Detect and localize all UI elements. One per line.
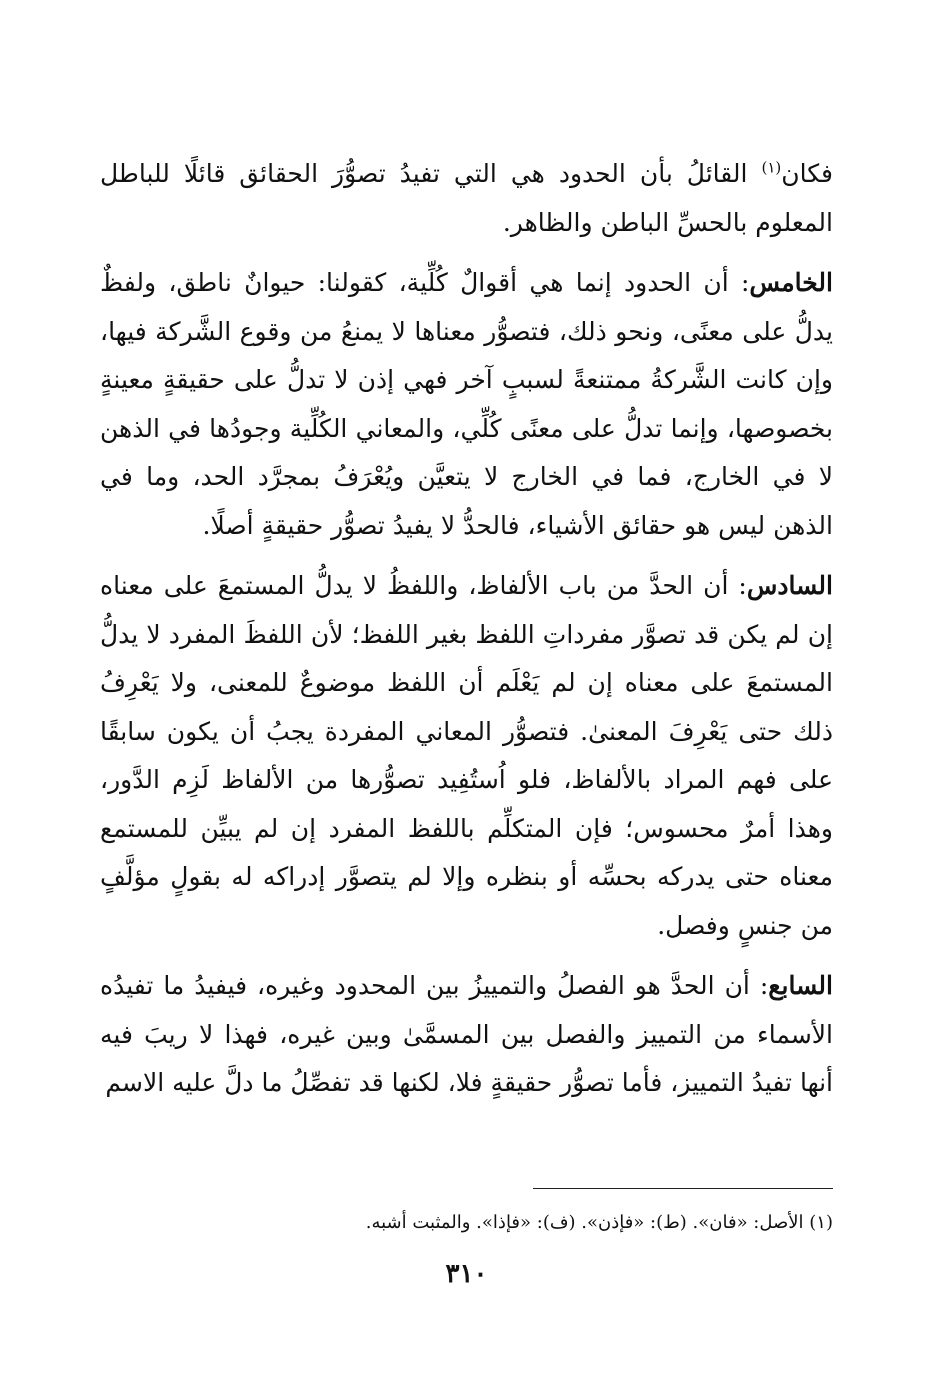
intro-lead-word: فكان (781, 159, 833, 188)
paragraph-label-seventh: السابع (768, 971, 833, 1000)
paragraph-fifth (100, 259, 833, 550)
main-text (100, 150, 833, 1120)
paragraph-text-seventh: : أن الحدَّ هو الفصلُ والتمييزُ بين المحدود وغيره، فيفيدُ ما تفيدُه الأسماء من التمييز والفصل بين المسمَّىٰ وبين غيره، فهذا لا ريبَ فيه أنها تفيدُ التمييز، فأما تصوُّر حقيقةٍ فلا، لكنها قد تفصِّلُ ما دلَّ عليه الاسم (100, 971, 833, 1097)
paragraph-text-sixth: : أن الحدَّ من باب الألفاظ، واللفظُ لا يدلُّ المستمعَ على معناه إن لم يكن قد تصوَّر مفرداتِ اللفظ بغير اللفظ؛ لأن اللفظَ المفرد لا يدلُّ المستمعَ على معناه إن لم يَعْلَم أن اللفظ موضوعٌ للمعنى، ولا يَعْرِفُ ذلك حتى يَعْرِفَ المعنىٰ. فتصوُّر المعاني المفردة يجبُ أن يكون سابقًا على فهم المراد بالألفاظ، فلو اُستُفِيد تصوُّرها من الألفاظ لَزِم الدَّور، وهذا أمرٌ محسوس؛ فإن المتكلِّم باللفظ المفرد إن لم يبيِّن للمستمع معناه حتى يدركه بحسِّه أو بنظره وإلا لم يتصوَّر إدراكه له بقولٍ مؤلَّفٍ من جنسٍ وفصل. (100, 571, 833, 940)
footnote: (١) الأصل: «فان». (ط): «فإذن». (ف): «فإذا». والمثبت أشبه. (365, 1212, 833, 1233)
paragraph-label-sixth: السادس (746, 571, 833, 600)
footnote-reference: (١) (761, 158, 782, 177)
paragraph-seventh (100, 962, 833, 1108)
intro-text: القائلُ بأن الحدود هي التي تفيدُ تصوُّرَ الحقائق قائلًا للباطل المعلوم بالحسِّ الباطن والظاهر. (100, 159, 833, 237)
paragraph-text-fifth: : أن الحدود إنما هي أقوالٌ كُلِّية، كقولنا: حيوانٌ ناطق، ولفظٌ يدلُّ على معنًى، ونحو ذلك، فتصوُّر معناها لا يمنعُ من وقوع الشَّركة فيها، وإن كانت الشَّركةُ ممتنعةً لسببٍ آخر فهي إذن لا تدلُّ على حقيقةٍ معينةٍ بخصوصها، وإنما تدلُّ على معنًى كُلِّي، والمعاني الكُلِّية وجودُها في الذهن لا في الخارج، فما في الخارج لا يتعيَّن ويُعْرَفُ بمجرَّد الحد، وما في الذهن ليس هو حقائق الأشياء، فالحدُّ لا يفيدُ تصوُّر حقيقةٍ أصلًا. (100, 268, 833, 540)
paragraph-label-fifth: الخامس (749, 268, 833, 297)
footnote-divider (533, 1188, 833, 1189)
paragraph-intro (100, 150, 833, 247)
paragraph-sixth (100, 562, 833, 950)
page-number: ٣١٠ (445, 1259, 488, 1289)
